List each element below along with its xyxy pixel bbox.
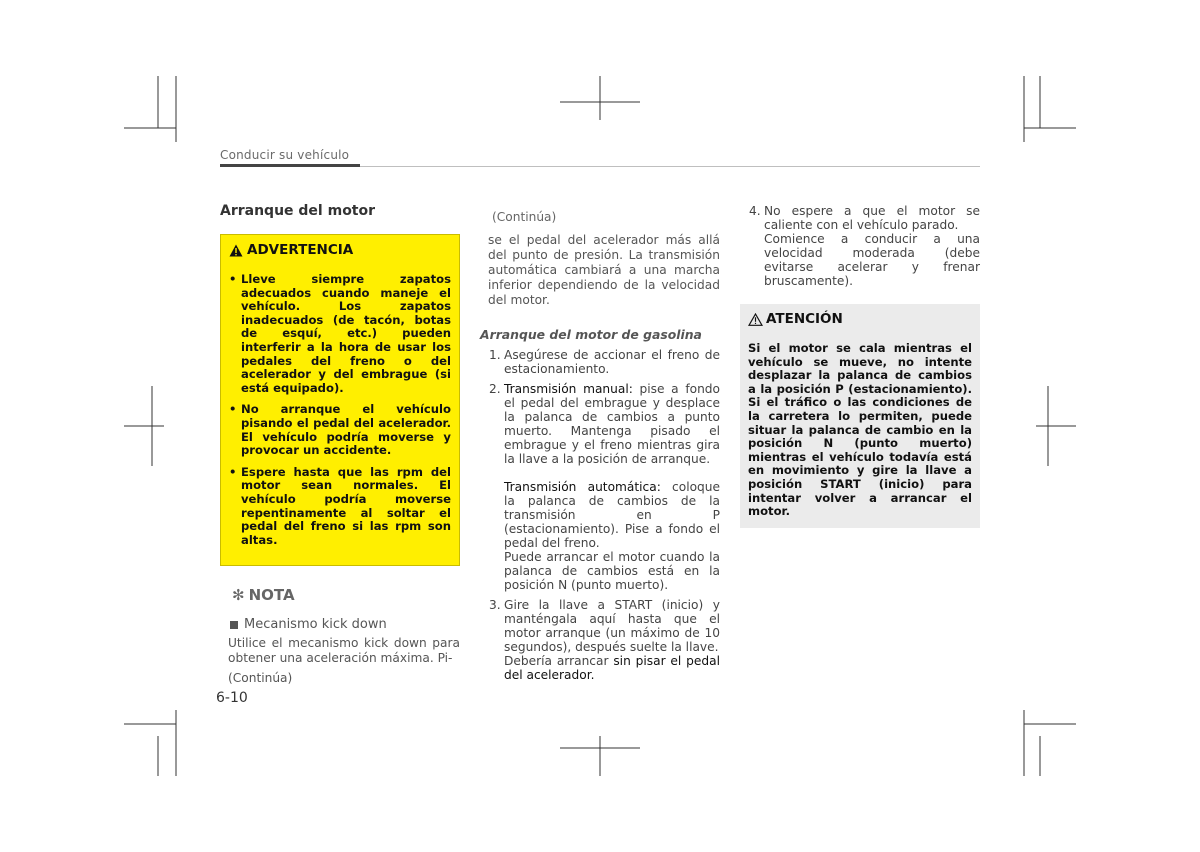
step-item <box>740 204 980 288</box>
step-text: No espere a que el motor se caliente con el vehículo parado. <box>764 204 980 232</box>
continued-label: (Continúa) <box>228 671 293 686</box>
step-text: Debería arrancar <box>504 654 614 668</box>
column-2 <box>480 210 720 682</box>
caution-box <box>740 304 980 528</box>
step-text: Gire la llave a START (inicio) y manténgala aquí hasta que el motor arranque (un máximo de 10 segundos), después suelte la llave. <box>504 598 720 654</box>
step-lead: Transmisión automática: <box>504 480 661 494</box>
header-rule-accent <box>220 164 360 167</box>
warning-list <box>229 273 451 547</box>
warning-triangle-icon <box>229 244 243 257</box>
step-lead: Transmisión manual: <box>504 382 633 396</box>
warning-box <box>220 234 460 566</box>
note-item-title <box>230 618 460 632</box>
step-item <box>480 348 720 376</box>
warning-item: • No arranque el vehículo pisando el pedal del acelerador. El vehículo podría moverse y provocar un accidente. <box>229 403 451 457</box>
column-1 <box>220 204 460 685</box>
page-number: 6-10 <box>216 690 248 706</box>
step-text: Asegúrese de accionar el freno de estacionamiento. <box>504 348 720 376</box>
note-heading <box>232 586 460 605</box>
step-emphasis: sin pisar el pedal del acelerador. <box>504 654 720 682</box>
warning-heading <box>229 243 451 257</box>
warning-item: • Lleve siempre zapatos adecuados cuando maneje el vehículo. Los zapatos inadecuados (de tacón, botas de esquí, etc.) pueden interferir a la hora de usar los pedales del freno o del acelerador y del embrague (si está equipado). <box>229 273 451 395</box>
step-number: 4. <box>749 204 761 218</box>
step-item <box>480 382 720 592</box>
square-bullet-icon <box>230 621 238 629</box>
running-head: Conducir su vehículo <box>220 148 350 162</box>
step-paragraph <box>504 654 720 682</box>
steps-list <box>480 348 720 682</box>
step-text: pise a fondo el pedal del embrague y desplace la palanca de cambios a punto muerto. Mantenga pisado el embrague y el freno mientras gira la llave a la posición de arranque. <box>504 382 720 466</box>
step-text: Comience a conducir a una velocidad moderada (debe evitarse acelerar y frenar bruscamente). <box>764 232 980 288</box>
continued-label: (Continúa) <box>492 210 557 224</box>
step-text: coloque la palanca de cambios de la transmisión en P (estacionamiento). Pise a fondo el pedal del freno. <box>504 480 720 550</box>
step-number: 3. <box>489 598 501 612</box>
step-item <box>480 598 720 682</box>
caution-triangle-icon <box>748 313 763 326</box>
warning-item: • Espere hasta que las rpm del motor sean normales. El vehículo podría moverse repentinamente al soltar el pedal del freno si las rpm son altas. <box>229 466 451 548</box>
subsection-title: Arranque del motor de gasolina <box>480 327 702 342</box>
step-text: Puede arrancar el motor cuando la palanca de cambios está en la posición N (punto muerto). <box>504 550 720 592</box>
note-text: Utilice el mecanismo kick down para obtener una aceleración máxima. Pi- <box>228 636 460 666</box>
column-3 <box>740 204 980 528</box>
section-title: Arranque del motor <box>220 203 376 219</box>
warning-title: ADVERTENCIA <box>247 242 354 258</box>
asterisk-icon: ✻ <box>232 586 245 605</box>
continued-text: se el pedal del acelerador más allá del punto de presión. La transmisión automática cambiará a una marcha inferior dependiendo de la velocidad del motor. <box>488 233 720 307</box>
caution-text: Si el motor se cala mientras el vehículo se mueve, no intente desplazar la palanca de cambios a la posición P (estacionamiento). Si el tráfico o las condiciones de la carretera lo permiten, puede situar la palanca de cambio en la posición N (punto muerto) mientras el vehículo todavía está en movimiento y gire la llave a posición START (inicio) para intentar volver a arrancar el motor. <box>748 341 972 519</box>
note-title: NOTA <box>248 586 295 605</box>
caution-heading <box>748 312 972 326</box>
step-number: 2. <box>489 382 501 396</box>
caution-title: ATENCIÓN <box>766 311 843 327</box>
step-paragraph <box>504 480 720 550</box>
step-number: 1. <box>489 348 501 362</box>
note-item-label: Mecanismo kick down <box>244 617 387 633</box>
